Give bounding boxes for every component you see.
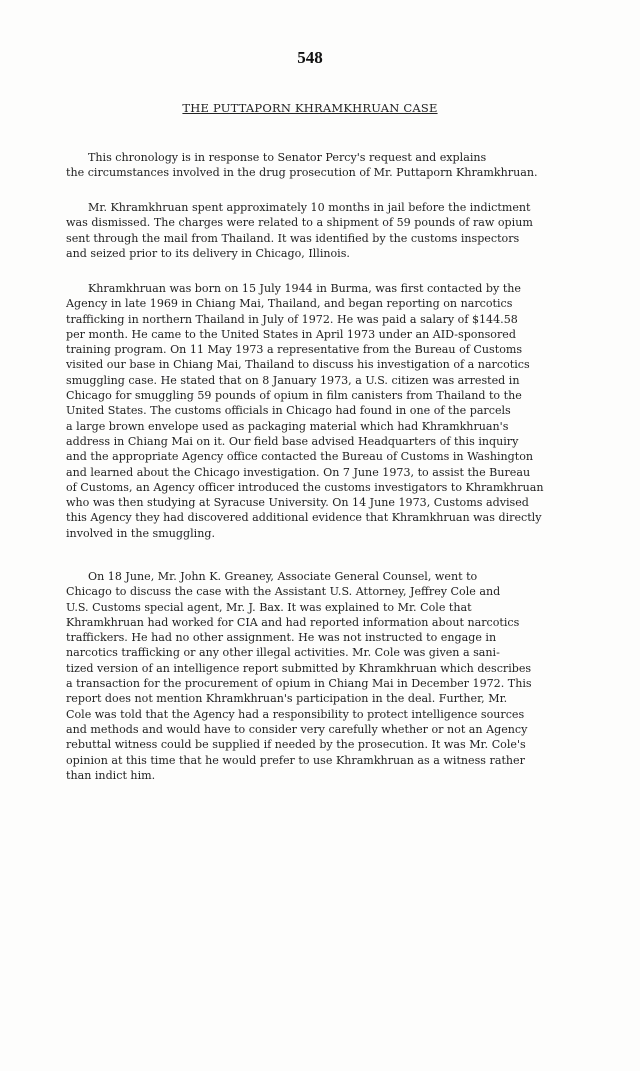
- text-line: address in Chiang Mai on it. Our field base advised Headquarters of this inquiry: [66, 434, 519, 448]
- text-line: of Customs, an Agency officer introduced the customs investigators to Khramkhruan: [66, 480, 544, 494]
- paragraph-intro: [66, 150, 606, 181]
- text-line: who was then studying at Syracuse University. On 14 June 1973, Customs advised: [66, 496, 529, 510]
- text-line: involved in the smuggling.: [66, 526, 215, 540]
- text-line: Agency in late 1969 in Chiang Mai, Thailand, and began reporting on narcotics: [66, 297, 513, 311]
- paragraph-meeting: [66, 569, 606, 783]
- text-line: Chicago to discuss the case with the Assistant U.S. Attorney, Jeffrey Cole and: [66, 585, 501, 599]
- text-line: sent through the mail from Thailand. It was identified by the customs inspectors: [66, 231, 520, 245]
- text-line: rebuttal witness could be supplied if needed by the prosecution. It was Mr. Cole's: [66, 738, 526, 752]
- text-line: the circumstances involved in the drug prosecution of Mr. Puttaporn Khramkhruan.: [66, 166, 538, 180]
- text-line: U.S. Customs special agent, Mr. J. Bax. It was explained to Mr. Cole that: [66, 600, 472, 614]
- text-line: and methods and would have to consider very carefully whether or not an Agency: [66, 722, 528, 736]
- paragraph-background: [66, 281, 606, 541]
- text-line: this Agency they had discovered additional evidence that Khramkhruan was directly: [66, 511, 542, 525]
- text-line: report does not mention Khramkhruan's participation in the deal. Further, Mr.: [66, 692, 508, 706]
- text-line: training program. On 11 May 1973 a representative from the Bureau of Customs: [66, 343, 523, 357]
- text-line: and the appropriate Agency office contacted the Bureau of Customs in Washington: [66, 450, 534, 464]
- text-line: Khramkhruan was born on 15 July 1944 in Burma, was first contacted by the: [88, 282, 521, 295]
- text-line: narcotics trafficking or any other illegal activities. Mr. Cole was given a sani-: [66, 646, 500, 660]
- text-line: and seized prior to its delivery in Chicago, Illinois.: [66, 246, 350, 260]
- text-line: traffickers. He had no other assignment. He was not instructed to engage in: [66, 631, 497, 645]
- text-line: visited our base in Chiang Mai, Thailand to discuss his investigation of a narcotics: [66, 358, 530, 372]
- text-line: opinion at this time that he would prefer to use Khramkhruan as a witness rather: [66, 753, 525, 767]
- text-line: Cole was told that the Agency had a responsibility to protect intelligence sources: [66, 707, 525, 721]
- text-line: Chicago for smuggling 59 pounds of opium in film canisters from Thailand to the: [66, 389, 522, 403]
- text-line: Khramkhruan had worked for CIA and had reported information about narcotics: [66, 615, 520, 629]
- text-line: trafficking in northern Thailand in July of 1972. He was paid a salary of $144.58: [66, 312, 518, 326]
- text-line: a transaction for the procurement of opium in Chiang Mai in December 1972. This: [66, 677, 532, 691]
- text-line: United States. The customs officials in Chicago had found in one of the parcels: [66, 404, 511, 418]
- text-line: a large brown envelope used as packaging material which had Khramkhruan's: [66, 419, 509, 433]
- text-line: was dismissed. The charges were related to a shipment of 59 pounds of raw opium: [66, 216, 533, 230]
- document-title: THE PUTTAPORN KHRAMKHRUAN CASE: [182, 101, 438, 115]
- page-number: 548: [297, 48, 323, 67]
- text-line: and learned about the Chicago investigation. On 7 June 1973, to assist the Bureau: [66, 465, 531, 479]
- text-line: tized version of an intelligence report submitted by Khramkhruan which describes: [66, 661, 532, 675]
- text-line: This chronology is in response to Senator Percy's request and explains: [88, 151, 487, 164]
- text-line: Mr. Khramkhruan spent approximately 10 months in jail before the indictment: [88, 201, 531, 214]
- text-line: On 18 June, Mr. John K. Greaney, Associate General Counsel, went to: [88, 570, 478, 583]
- text-line: per month. He came to the United States in April 1973 under an AID-sponsored: [66, 327, 516, 341]
- text-line: smuggling case. He stated that on 8 January 1973, a U.S. citizen was arrested in: [66, 373, 520, 387]
- paragraph-jail: [66, 200, 606, 261]
- text-line: than indict him.: [66, 768, 156, 782]
